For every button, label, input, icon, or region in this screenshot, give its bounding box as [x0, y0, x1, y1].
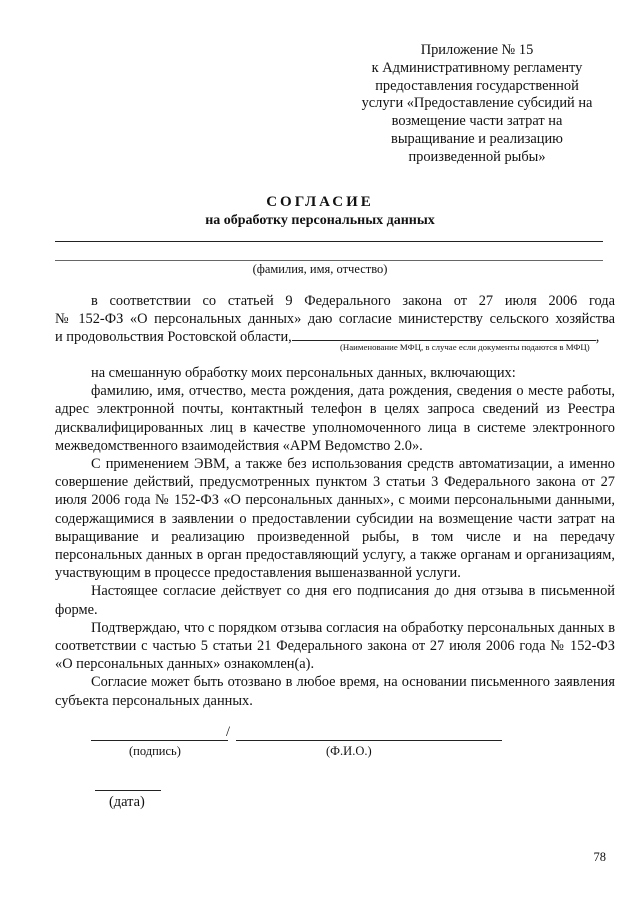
fio-fill-line-2: [55, 260, 603, 261]
page-number: 78: [593, 850, 606, 864]
consent-block: [55, 292, 615, 347]
annex-line: произведенной рыбы»: [408, 148, 546, 165]
date-caption: (дата): [109, 794, 145, 810]
consent-comma: ,: [595, 329, 600, 346]
date-line: [95, 790, 161, 791]
annex-line: выращивание и реализацию: [391, 130, 563, 147]
signature-caption: (подпись): [129, 744, 181, 758]
name-caption: (Ф.И.О.): [326, 744, 372, 758]
annex-line: Приложение № 15: [420, 42, 534, 58]
consent-line: в соответствии со статьей 9 Федерального закона от 27 июля 2006 года: [91, 293, 615, 309]
fio-caption: (фамилия, имя, отчество): [252, 262, 388, 276]
paragraph: Согласие может быть отозвано в любое время, на основании письменного заявления субъекта персональных данных.: [55, 674, 615, 709]
document-title: СОГЛАСИЕ: [266, 194, 374, 210]
document-subtitle: на обработку персональных данных: [205, 213, 435, 228]
paragraph: фамилию, имя, отчество, места рождения, дата рождения, сведения о месте работы, адрес электронной почты, контактный телефон в целях запроса сведений из Реестра дисквалифицированных лиц в качестве уполномоченного лица в системе электронного межведомственного взаимодействия «АРМ Ведомство 2.0».: [55, 383, 615, 454]
annex-header: [342, 42, 612, 167]
annex-line: возмещение части затрат на: [391, 113, 563, 130]
consent-line: и продовольствия Ростовской области,: [55, 329, 292, 346]
paragraph: С применением ЭВМ, а также без использования средств автоматизации, а именно совершение действий, предусмотренных пунктом 3 статьи 3 Федерального закона от 27 июля 2006 года № 152-ФЗ «О персональных данных», с моими персональными данными, содержащимися в заявлении о предоставлении субсидии на возмещение части затрат на выращивание и реализацию произведенной рыбы, в том числе и на передачу персональных данных в орган предоставляющий услугу, а также органам и организациям, участвующим в процессе предоставления вышеназванной услуги.: [55, 456, 615, 582]
fio-fill-line: [55, 241, 603, 242]
signature-slash: /: [226, 724, 230, 740]
name-line: [236, 740, 502, 741]
paragraph: Подтверждаю, что с порядком отзыва согласия на обработку персональных данных в соответствии с частью 5 статьи 21 Федерального закона от 27 июля 2006 года № 152-ФЗ «О персональных данных» ознакомлен(а).: [55, 619, 615, 673]
mfc-fill-line: [292, 328, 596, 341]
annex-line: к Административному регламенту: [371, 59, 583, 76]
consent-line: № 152-ФЗ «О персональных данных» даю согласие министерству сельского хозяйства: [55, 311, 615, 328]
annex-line: услуги «Предоставление субсидий на: [361, 95, 593, 112]
paragraph: Настоящее согласие действует со дня его подписания до дня отзыва в письменной форме.: [55, 583, 615, 618]
signature-line: [91, 740, 228, 741]
mfc-caption: (Наименование МФЦ, в случае если документы подаются в МФЦ): [340, 342, 590, 352]
annex-line: предоставления государственной: [375, 77, 579, 94]
paragraph: на смешанную обработку моих персональных данных, включающих:: [91, 365, 516, 381]
consent-body: [55, 364, 615, 710]
